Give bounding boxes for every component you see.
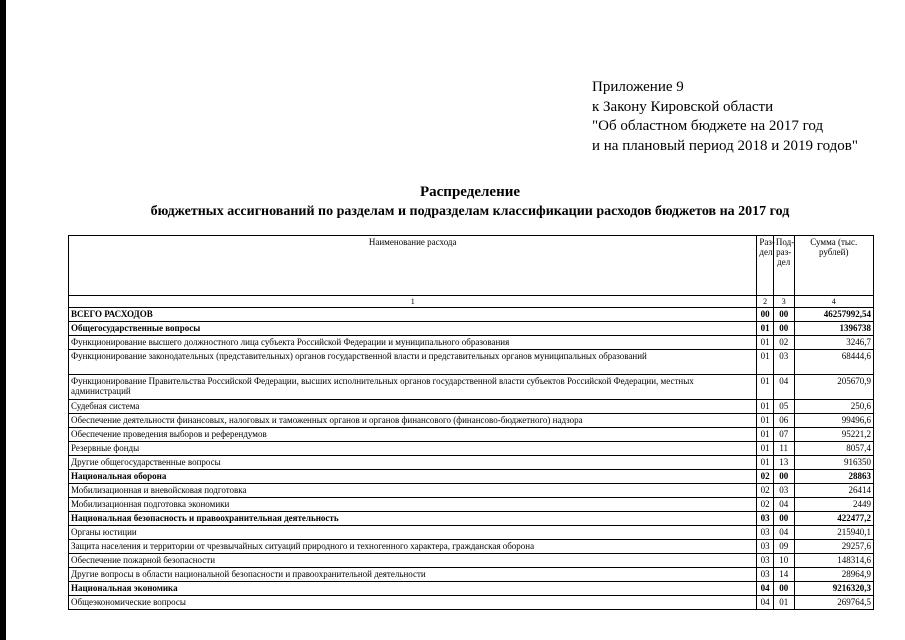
table-row [69, 484, 874, 498]
row-section-cell: 01 [757, 442, 774, 456]
row-section-cell: 02 [757, 470, 774, 484]
table-row [69, 336, 874, 350]
column-number: 1 [69, 296, 757, 308]
table-row [69, 554, 874, 568]
row-name-cell: ВСЕГО РАСХОДОВ [69, 308, 757, 322]
table-row [69, 350, 874, 375]
table-row [69, 596, 874, 610]
document-title: Распределение [419, 184, 521, 200]
row-section-cell: 01 [757, 428, 774, 442]
row-name-cell: Функционирование законодательных (представительных) органов государственной власти и представительных органов муниципальных образований [69, 350, 757, 375]
row-subsection-cell: 10 [773, 554, 794, 568]
row-sum-cell: 2449 [794, 498, 873, 512]
row-name-cell: Обеспечение деятельности финансовых, налоговых и таможенных органов и органов финансового (финансово-бюджетного) надзора [69, 414, 757, 428]
table-row [69, 526, 874, 540]
table-row [69, 512, 874, 526]
row-subsection-cell: 05 [773, 400, 794, 414]
budget-table [68, 235, 874, 610]
header-subsection: Под-раз-дел [773, 236, 794, 296]
row-subsection-cell: 14 [773, 568, 794, 582]
scan-edge-bar [0, 0, 6, 640]
row-name-cell: Мобилизационная подготовка экономики [69, 498, 757, 512]
row-section-cell: 01 [757, 400, 774, 414]
table-row [69, 470, 874, 484]
document-subtitle: бюджетных ассигнований по разделам и подразделам классификации расходов бюджетов на 2017 год [150, 204, 790, 219]
appendix-line: к Закону Кировской области [592, 98, 774, 115]
row-name-cell: Национальная оборона [69, 470, 757, 484]
table-row [69, 442, 874, 456]
row-sum-cell: 28964,9 [794, 568, 873, 582]
row-name-cell: Обеспечение пожарной безопасности [69, 554, 757, 568]
row-name-cell: Общегосударственные вопросы [69, 322, 757, 336]
row-section-cell: 01 [757, 414, 774, 428]
table-row [69, 540, 874, 554]
row-section-cell: 02 [757, 498, 774, 512]
row-subsection-cell: 04 [773, 498, 794, 512]
row-sum-cell: 8057,4 [794, 442, 873, 456]
row-name-cell: Судебная система [69, 400, 757, 414]
column-number: 4 [794, 296, 873, 308]
header-section: Раз-дел [757, 236, 774, 296]
row-section-cell: 01 [757, 336, 774, 350]
row-sum-cell: 215940,1 [794, 526, 873, 540]
row-sum-cell: 148314,6 [794, 554, 873, 568]
row-sum-cell: 916350 [794, 456, 873, 470]
row-subsection-cell: 03 [773, 484, 794, 498]
column-number: 3 [773, 296, 794, 308]
row-section-cell: 00 [757, 308, 774, 322]
row-name-cell: Защита населения и территории от чрезвычайных ситуаций природного и техногенного характера, гражданская оборона [69, 540, 757, 554]
row-sum-cell: 46257992,54 [794, 308, 873, 322]
row-sum-cell: 269764,5 [794, 596, 873, 610]
budget-table-body [69, 308, 874, 610]
row-section-cell: 03 [757, 554, 774, 568]
row-section-cell: 04 [757, 582, 774, 596]
row-sum-cell: 68444,6 [794, 350, 873, 375]
row-sum-cell: 99496,6 [794, 414, 873, 428]
appendix-line: и на плановый период 2018 и 2019 годов" [592, 137, 858, 154]
row-subsection-cell: 00 [773, 308, 794, 322]
row-name-cell: Функционирование высшего должностного лица субъекта Российской Федерации и муниципального образования [69, 336, 757, 350]
table-row [69, 456, 874, 470]
row-subsection-cell: 00 [773, 582, 794, 596]
header-name: Наименование расхода [69, 236, 757, 296]
row-subsection-cell: 09 [773, 540, 794, 554]
row-section-cell: 03 [757, 526, 774, 540]
row-subsection-cell: 03 [773, 350, 794, 375]
table-row [69, 400, 874, 414]
row-sum-cell: 3246,7 [794, 336, 873, 350]
table-header-row [69, 236, 874, 296]
row-sum-cell: 205670,9 [794, 375, 873, 400]
row-name-cell: Обеспечение проведения выборов и референдумов [69, 428, 757, 442]
row-subsection-cell: 00 [773, 512, 794, 526]
row-sum-cell: 95221,2 [794, 428, 873, 442]
table-row [69, 414, 874, 428]
row-section-cell: 01 [757, 322, 774, 336]
row-name-cell: Другие вопросы в области национальной безопасности и правоохранительной деятельности [69, 568, 757, 582]
row-name-cell: Резервные фонды [69, 442, 757, 456]
row-name-cell: Национальная безопасность и правоохранительная деятельность [69, 512, 757, 526]
row-sum-cell: 9216320,3 [794, 582, 873, 596]
header-sum: Сумма (тыс. рублей) [794, 236, 873, 296]
table-row [69, 375, 874, 400]
table-row [69, 322, 874, 336]
row-name-cell: Мобилизационная и вневойсковая подготовка [69, 484, 757, 498]
row-subsection-cell: 06 [773, 414, 794, 428]
row-name-cell: Общеэкономические вопросы [69, 596, 757, 610]
appendix-line: "Об областном бюджете на 2017 год [592, 118, 824, 134]
row-sum-cell: 26414 [794, 484, 873, 498]
row-sum-cell: 422477,2 [794, 512, 873, 526]
row-sum-cell: 29257,6 [794, 540, 873, 554]
column-number: 2 [757, 296, 774, 308]
row-subsection-cell: 07 [773, 428, 794, 442]
row-subsection-cell: 01 [773, 596, 794, 610]
row-section-cell: 01 [757, 375, 774, 400]
row-section-cell: 01 [757, 350, 774, 375]
row-subsection-cell: 11 [773, 442, 794, 456]
row-section-cell: 03 [757, 512, 774, 526]
row-section-cell: 02 [757, 484, 774, 498]
row-subsection-cell: 04 [773, 375, 794, 400]
row-subsection-cell: 00 [773, 322, 794, 336]
row-section-cell: 03 [757, 540, 774, 554]
appendix-header [592, 78, 858, 156]
table-row [69, 498, 874, 512]
table-row [69, 582, 874, 596]
row-section-cell: 03 [757, 568, 774, 582]
row-subsection-cell: 04 [773, 526, 794, 540]
table-row [69, 308, 874, 322]
table-row [69, 428, 874, 442]
row-section-cell: 01 [757, 456, 774, 470]
row-sum-cell: 250,6 [794, 400, 873, 414]
column-number-row [69, 296, 874, 308]
row-name-cell: Другие общегосударственные вопросы [69, 456, 757, 470]
row-subsection-cell: 02 [773, 336, 794, 350]
row-subsection-cell: 00 [773, 470, 794, 484]
row-name-cell: Функционирование Правительства Российской Федерации, высших исполнительных органов государственной власти субъектов Российской Федерации, местных администраций [69, 375, 757, 400]
row-sum-cell: 28863 [794, 470, 873, 484]
row-name-cell: Органы юстиции [69, 526, 757, 540]
appendix-line: Приложение 9 [592, 79, 684, 95]
row-section-cell: 04 [757, 596, 774, 610]
row-name-cell: Национальная экономика [69, 582, 757, 596]
row-subsection-cell: 13 [773, 456, 794, 470]
row-sum-cell: 1396738 [794, 322, 873, 336]
table-row [69, 568, 874, 582]
